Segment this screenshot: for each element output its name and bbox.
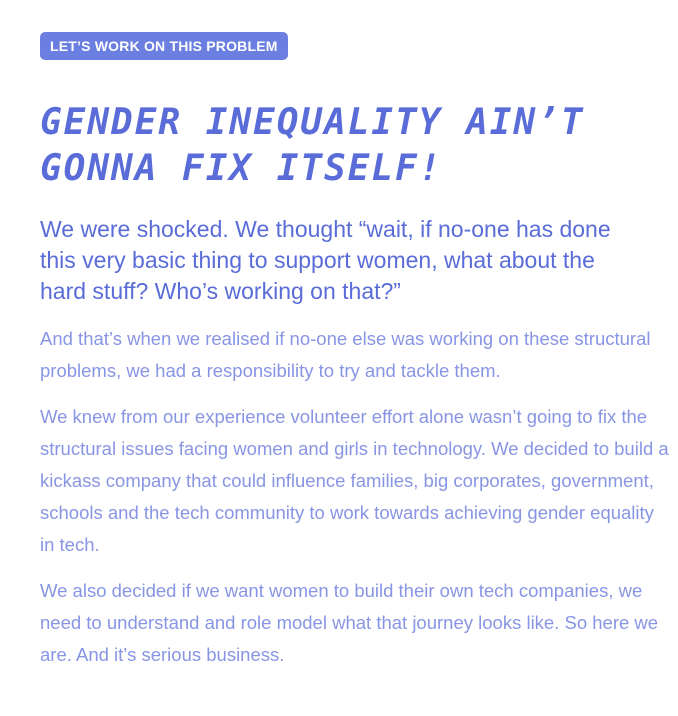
section-badge: LET’S WORK ON THIS PROBLEM [40, 32, 288, 60]
body-paragraph-3: We also decided if we want women to build their own tech companies, we need to understand and role model what that journey looks like. So here we are. And it’s serious business. [40, 580, 659, 665]
section-headline: GENDER INEQUALITY AIN’T GONNA FIX ITSELF! [40, 102, 585, 189]
body-paragraph-2: We knew from our experience volunteer effort alone wasn’t going to fix the structural issues facing women and girls in technology. We decided to build a kickass company that could influence families, big corporates, government, schools and the tech community to work towards achieving gender equality in tech. [40, 406, 669, 555]
article-section [40, 32, 670, 671]
lead-paragraph: We were shocked. We thought “wait, if no-one has done this very basic thing to support women, what about the hard stuff? Who’s working on that?” [40, 216, 611, 304]
body-paragraph-1: And that’s when we realised if no-one else was working on these structural problems, we had a responsibility to try and tackle them. [40, 328, 651, 381]
